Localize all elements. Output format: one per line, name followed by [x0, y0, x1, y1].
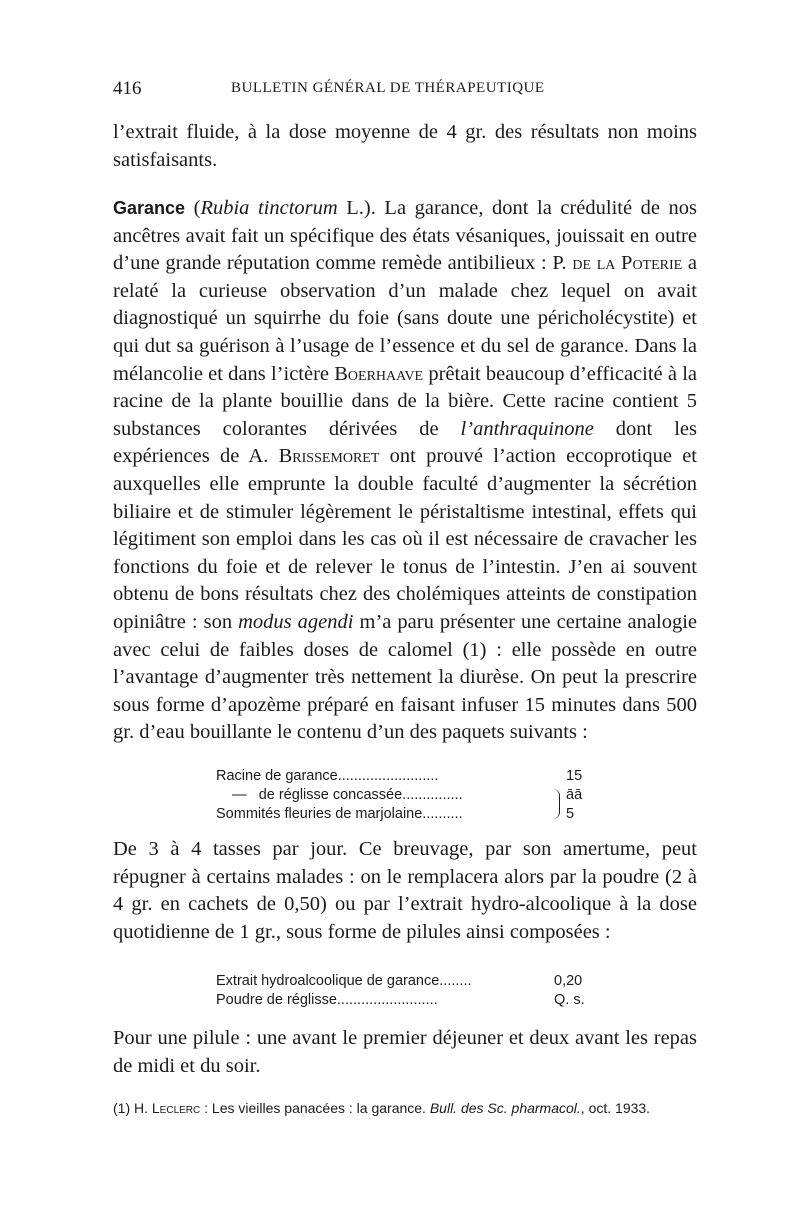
paragraph-garance: Garance (Rubia tinctorum L.). La garance, dont la crédulité de nos ancêtres avait fait un spécifique des états vésaniques, jouissait en outre d’une grande réputation comme remède antibilieux : P. de la Poterie a relaté la curieuse observation d’un malade chez lequel on avait diagnostiqué un squirrhe du foie (sans doute une péricholécystite) et qui dut sa guérison à l’usage de l’essence et du sel de garance. Dans la mélancolie et dans l’ictère Boerhaave prêtait beaucoup d’efficacité à la racine de la plante bouillie dans de la bière. Cette racine contient 5 substances colorantes dérivées de l’anthraquinone dont les expériences de A. Brissemoret ont prouvé l’action eccoprotique et auxquelles elle emprunte la double faculté d’augmenter la sécrétion biliaire et de stimuler légèrement le péristaltisme intestinal, effets qui légitiment son emploi dans les cas où il est nécessaire de cravacher les fonctions du foie et de relever le tonus de l’intestin. J’en ai souvent obtenu de bons résultats chez des cholémiques atteints de constipation opiniâtre : son modus agendi m’a paru présenter une certaine analogie avec celui de faibles doses de calomel (1) : elle possède en outre l’avantage d’augmenter très nettement la diurèse. On peut la prescrire sous forme d’apozème préparé en faisant infuser 15 minutes dans 500 gr. d’eau bouillante le contenu d’un des paquets suivants : [113, 197, 698, 744]
footnote-author: Leclerc [151, 1100, 201, 1116]
recipe-quantity: 5 [566, 806, 575, 822]
paragraph-3: De 3 à 4 tasses par jour. Ce breuvage, par son amertume, peut répugner à certains malades : on le remplacera alors par la poudre (2 à 4 gr. en cachets de 0,50) ou par l’extrait hydro-alcoolique à la dose quotidienne de 1 gr., sous forme de pilules ainsi composées : [113, 838, 697, 943]
recipe-ingredient: Extrait hydroalcoolique de garance........ [216, 973, 472, 989]
recipe-ingredient: Sommités fleuries de marjolaine.......... [216, 806, 463, 822]
recipe-quantity: 15 [566, 768, 583, 784]
footnote-journal: Bull. des Sc. pharmacol. [429, 1100, 581, 1116]
author-boerhaave: Boerhaave [334, 362, 424, 385]
brace-bracket [553, 789, 560, 819]
recipe-row [216, 767, 606, 786]
paragraph-4: Pour une pilule : une avant le premier déjeuner et deux avant les repas de midi et du soir. [113, 1027, 697, 1077]
recipe-apozeme [216, 767, 606, 824]
recipe-quantity: Q. s. [554, 992, 585, 1008]
page-number: 416 [113, 78, 142, 99]
recipe-row [216, 786, 606, 805]
recipe-row [216, 991, 606, 1010]
term-modus-agendi: modus agendi [238, 610, 354, 633]
recipe-ingredient: Racine de garance......................... [216, 768, 439, 784]
recipe-pilules [216, 972, 606, 1010]
recipe-quantity: 0,20 [554, 973, 583, 989]
recipe-row [216, 805, 606, 824]
latin-name: Rubia tinctorum [200, 197, 338, 219]
recipe-ingredient: Poudre de réglisse......................... [216, 992, 438, 1008]
footnote: (1) H. Leclerc : Les vieilles panacées : la garance. Bull. des Sc. pharmacol., oct. 1933. [113, 1100, 651, 1116]
section-lead: Garance [113, 198, 186, 218]
author-poterie: de la Poterie [572, 252, 683, 275]
recipe-quantity: āā [566, 787, 583, 803]
paragraph-1: l’extrait fluide, à la dose moyenne de 4 gr. des résultats non moins satisfaisants. [113, 121, 697, 171]
footnote-marker: (1) H. [113, 1100, 152, 1116]
running-title: BULLETIN GÉNÉRAL DE THÉRAPEUTIQUE [231, 80, 545, 96]
recipe-ingredient: — de réglisse concassée............... [216, 787, 463, 803]
term-anthraquinone: l’anthraquinone [460, 417, 594, 440]
author-brissemoret: Brissemoret [278, 445, 380, 468]
recipe-row [216, 972, 606, 991]
running-header [113, 78, 697, 102]
